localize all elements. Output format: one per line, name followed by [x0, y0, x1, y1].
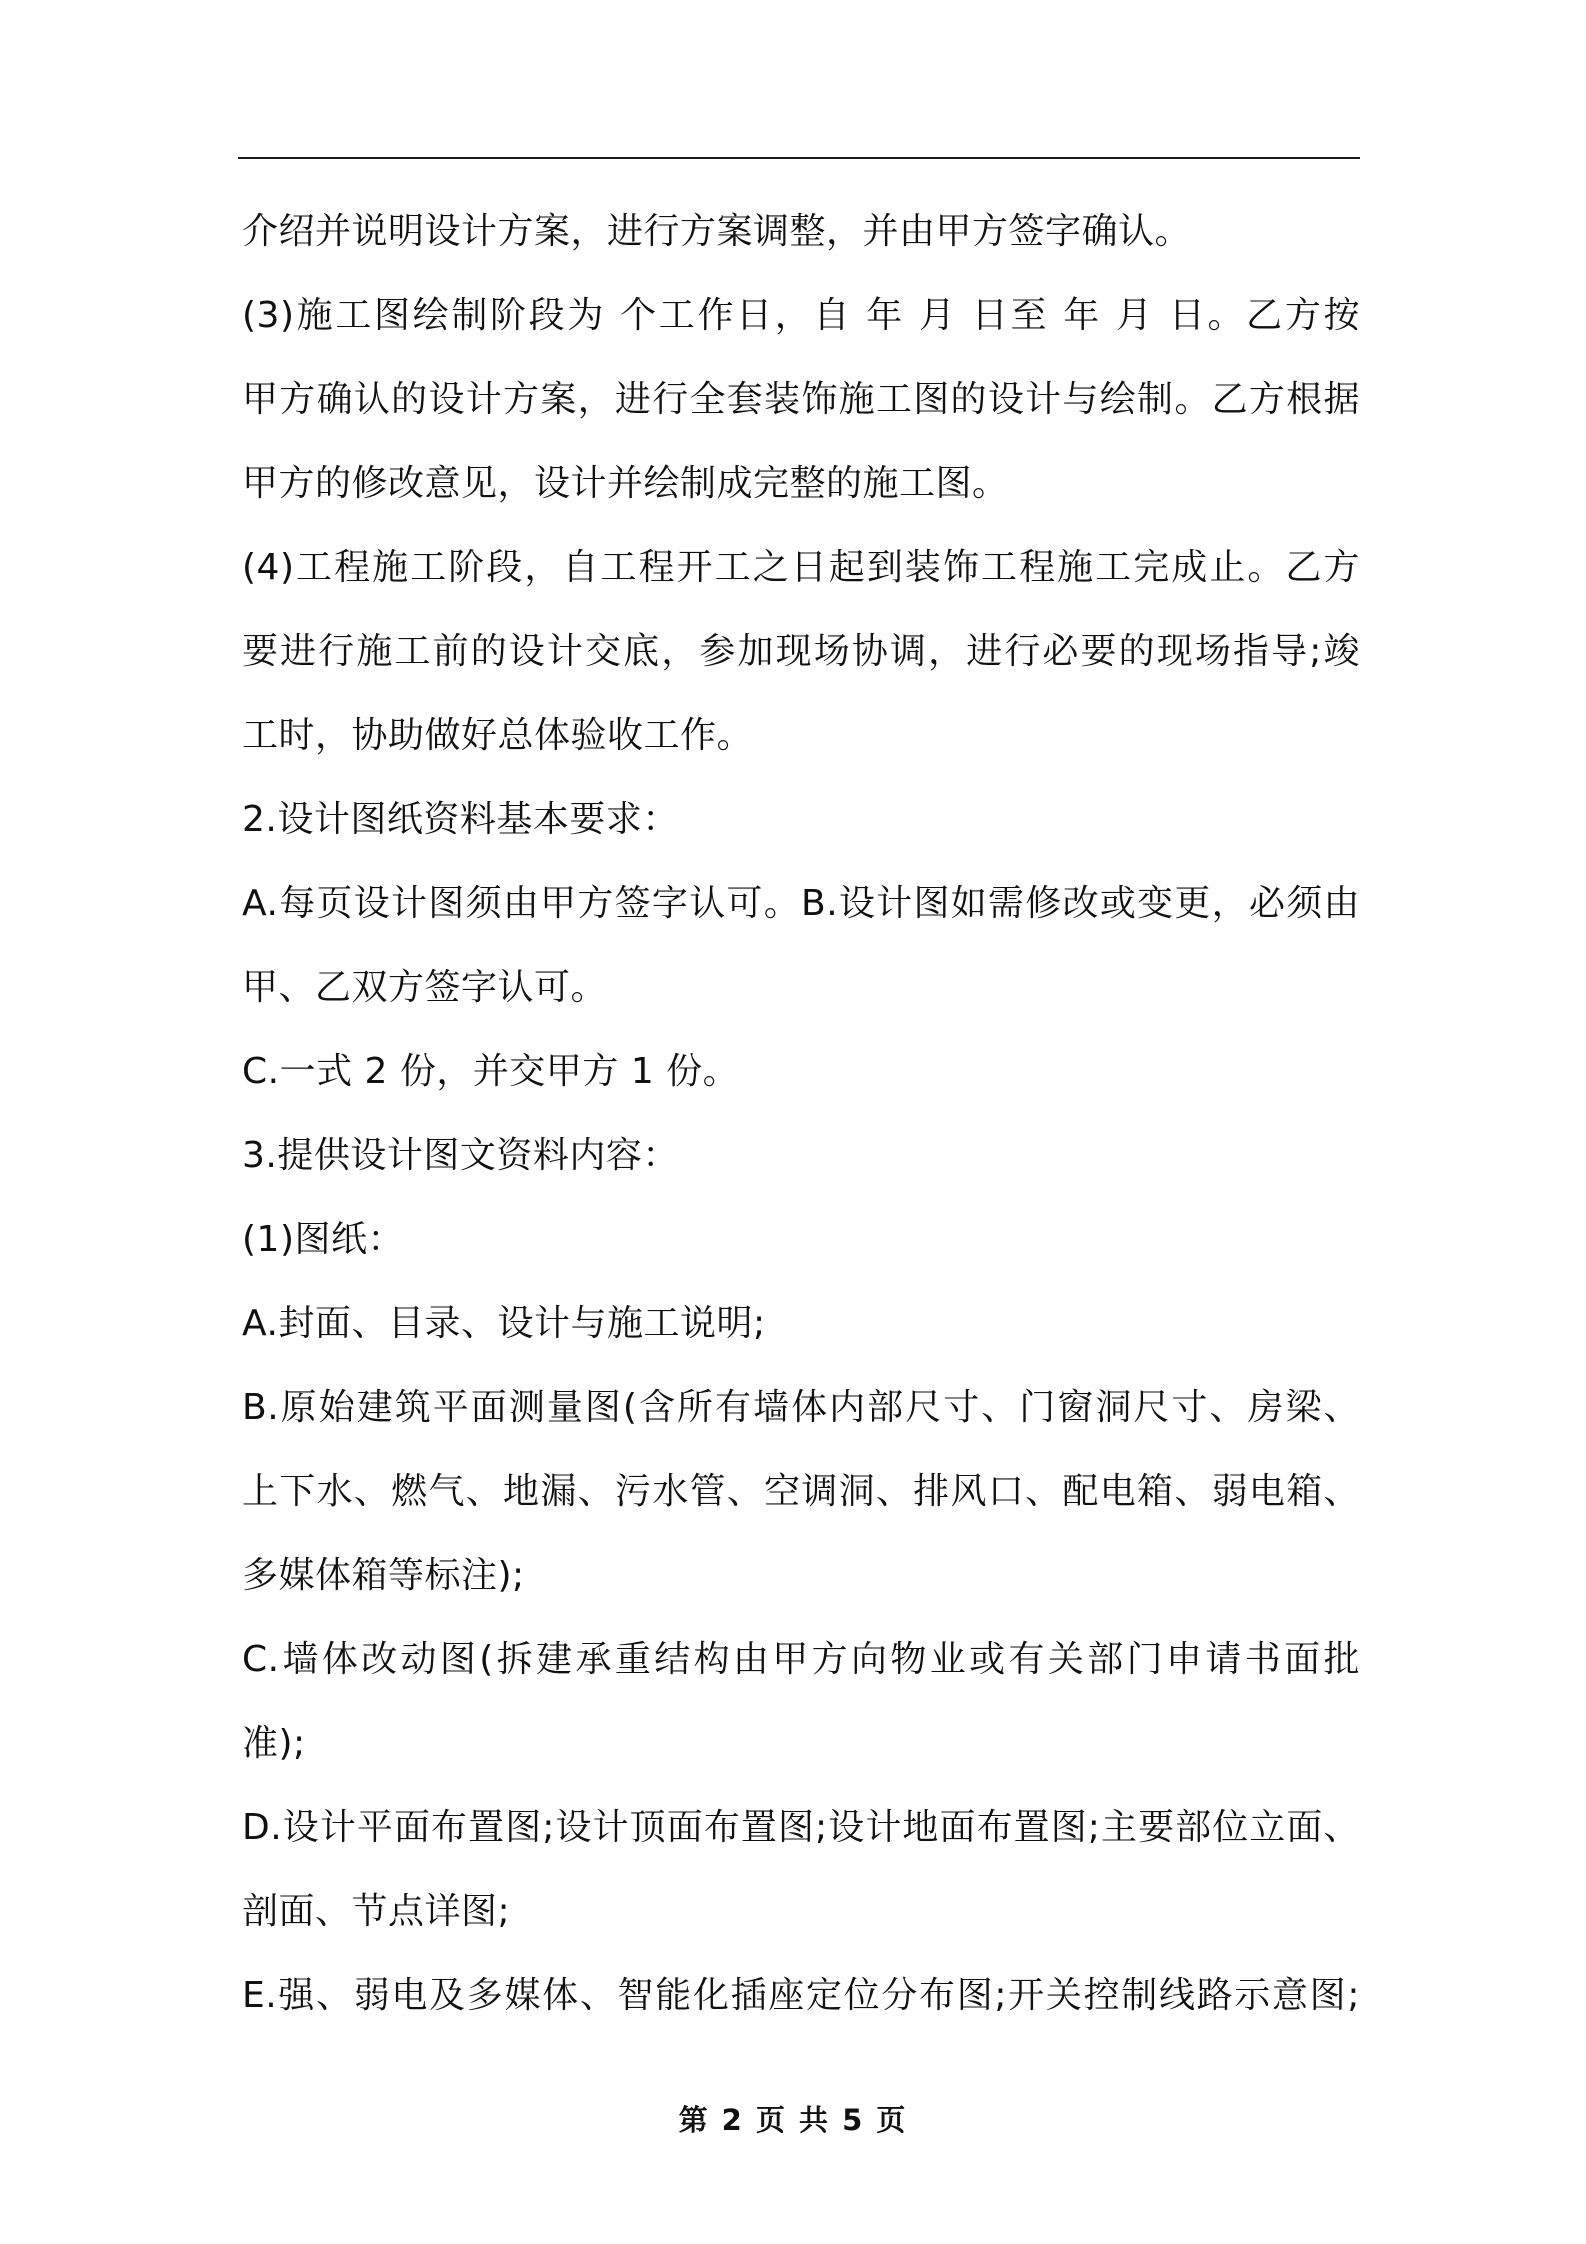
- text-line: C.一式 2 份，并交甲方 1 份。: [242, 1051, 740, 1092]
- page-number-footer: 第 2 页 共 5 页: [678, 2103, 908, 2137]
- text-line: 3.提供设计图文资料内容：: [242, 1135, 679, 1176]
- header-rule: [238, 157, 1360, 159]
- document-body: [242, 190, 1360, 2038]
- text-line: (3)施工图绘制阶段为 个工作日，自 年 月 日至 年 月 日。乙方按: [242, 295, 1360, 336]
- text-line: (4)工程施工阶段，自工程开工之日起到装饰工程施工完成止。乙方: [242, 547, 1360, 588]
- text-line: C.墙体改动图(拆建承重结构由甲方向物业或有关部门申请书面批: [242, 1639, 1360, 1680]
- text-line: 工时，协助做好总体验收工作。: [242, 715, 754, 756]
- text-line: 多媒体箱等标注);: [242, 1555, 525, 1596]
- text-line: 上下水、燃气、地漏、污水管、空调洞、排风口、配电箱、弱电箱、: [242, 1471, 1360, 1512]
- text-line: 甲方确认的设计方案，进行全套装饰施工图的设计与绘制。乙方根据: [242, 379, 1360, 420]
- text-line: D.设计平面布置图;设计顶面布置图;设计地面布置图;主要部位立面、: [242, 1807, 1360, 1848]
- text-line: 甲、乙双方签字认可。: [242, 967, 608, 1008]
- text-line: B.原始建筑平面测量图(含所有墙体内部尺寸、门窗洞尺寸、房梁、: [242, 1387, 1360, 1428]
- text-line: A.封面、目录、设计与施工说明;: [242, 1303, 766, 1344]
- text-line: 要进行施工前的设计交底，参加现场协调，进行必要的现场指导;竣: [242, 631, 1360, 672]
- text-line: 2.设计图纸资料基本要求：: [242, 799, 679, 840]
- text-line: 剖面、节点详图;: [242, 1891, 511, 1932]
- text-line: 甲方的修改意见，设计并绘制成完整的施工图。: [242, 463, 1009, 504]
- text-line: A.每页设计图须由甲方签字认可。B.设计图如需修改或变更，必须由: [242, 883, 1360, 924]
- text-line: 准);: [242, 1723, 306, 1764]
- text-line: E.强、弱电及多媒体、智能化插座定位分布图;开关控制线路示意图;: [242, 1975, 1360, 2016]
- text-line: (1)图纸：: [242, 1219, 404, 1260]
- text-line: 介绍并说明设计方案，进行方案调整，并由甲方签字确认。: [242, 211, 1192, 252]
